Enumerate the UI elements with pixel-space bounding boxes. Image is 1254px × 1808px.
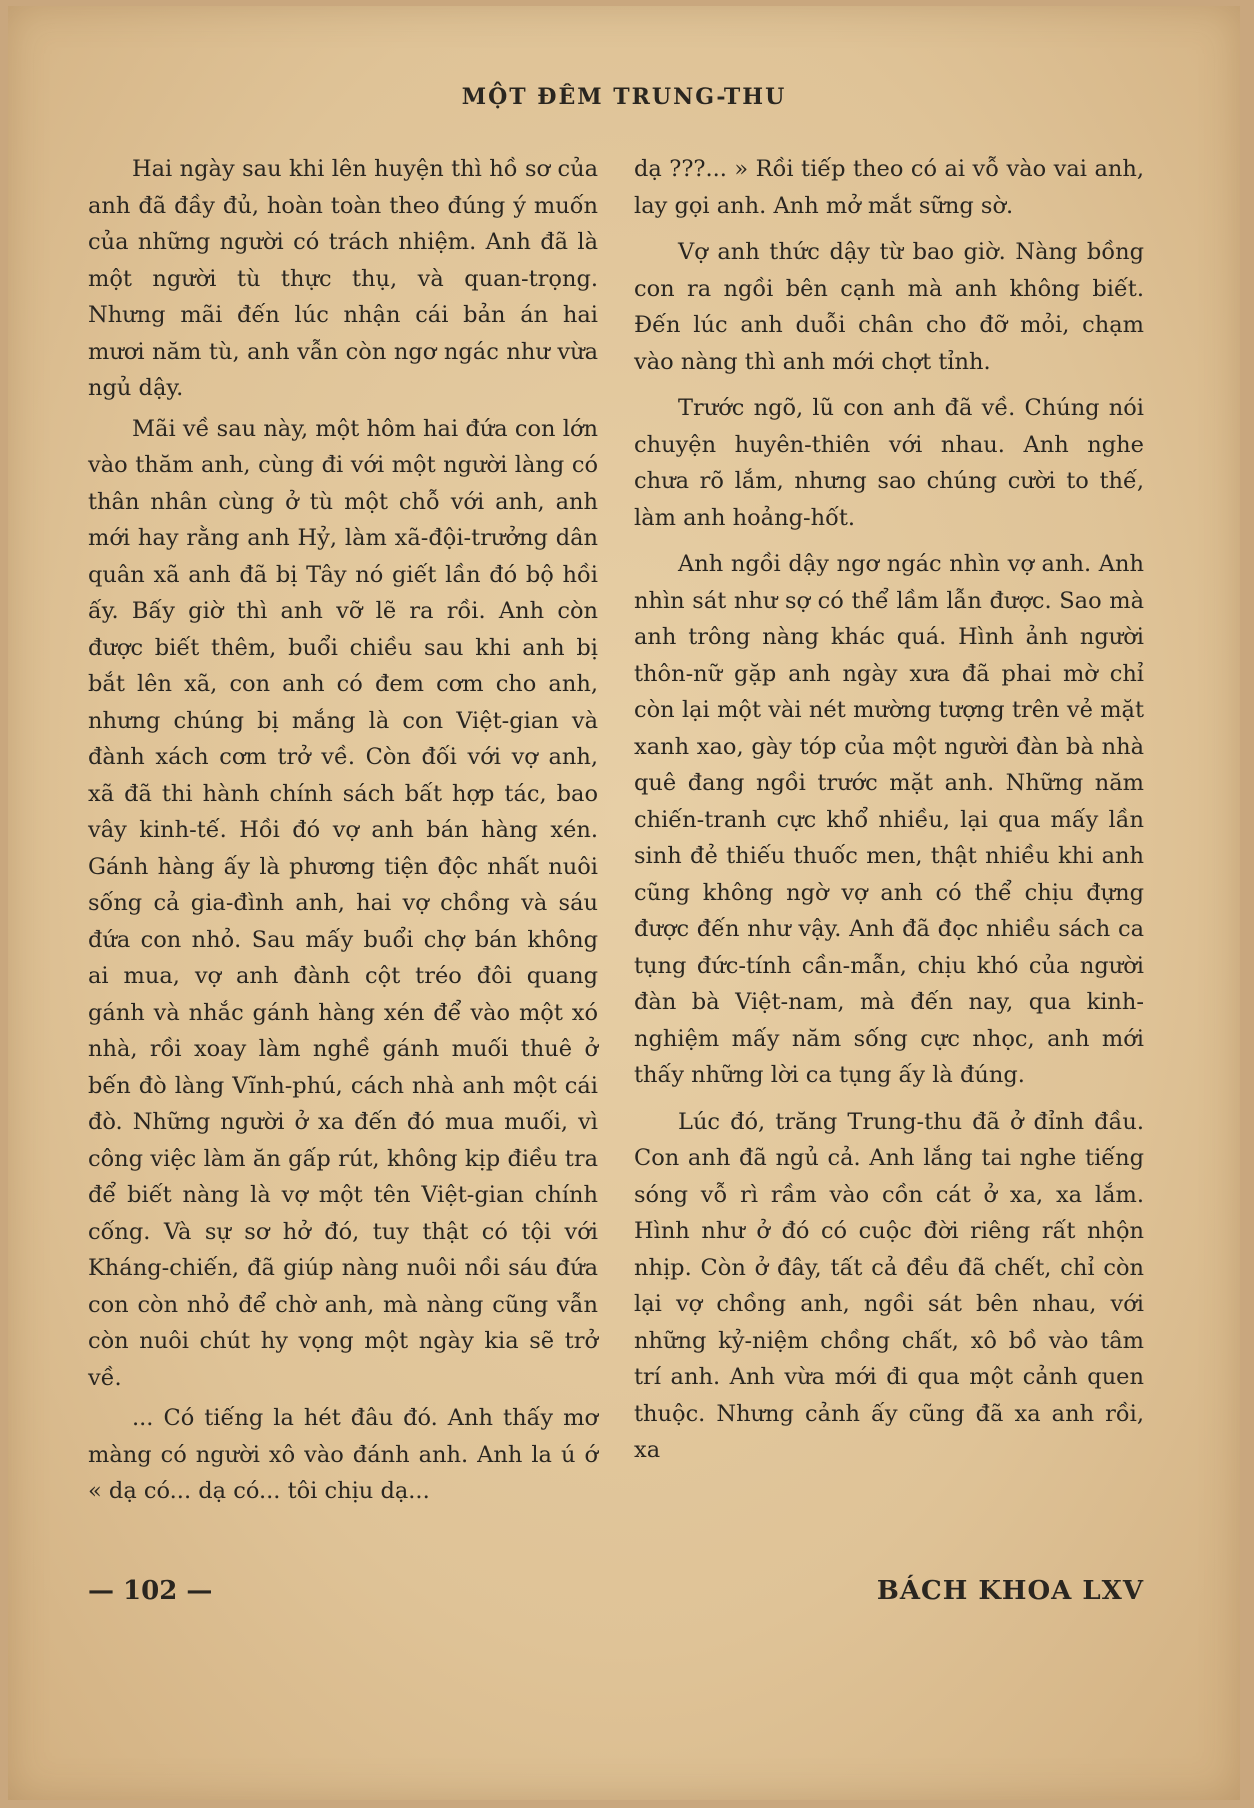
- magazine-issue: BÁCH KHOA LXV: [876, 1576, 1144, 1606]
- page-number: — 102 —: [88, 1576, 213, 1606]
- left-column: [88, 151, 598, 1514]
- right-column: [634, 151, 1144, 1473]
- paragraph: ... Có tiếng la hét đâu đó. Anh thấy mơ màng có người xô vào đánh anh. Anh la ú ớ « dạ có... dạ có... tôi chịu dạ...: [88, 1405, 598, 1504]
- running-head: MỘT ĐÊM TRUNG-THU: [461, 84, 787, 110]
- paragraph: Mãi về sau này, một hôm hai đứa con lớn vào thăm anh, cùng đi với một người làng có thân nhân cùng ở tù một chỗ với anh, anh mới hay rằng anh Hỷ, làm xã-đội-trưởng dân quân xã anh đã bị Tây nó giết lần đó bộ hồi ấy. Bấy giờ thì anh vỡ lẽ ra rồi. Anh còn được biết thêm, buổi chiều sau khi anh bị bắt lên xã, con anh có đem cơm cho anh, nhưng chúng bị mắng là con Việt-gian và đành xách cơm trở về. Còn đối với vợ anh, xã đã thi hành chính sách bất hợp tác, bao vây kinh-tế. Hồi đó vợ anh bán hàng xén. Gánh hàng ấy là phương tiện độc nhất nuôi sống cả gia-đình anh, hai vợ chồng và sáu đứa con nhỏ. Sau mấy buổi chợ bán không ai mua, vợ anh đành cột tréo đôi quang gánh và nhắc gánh hàng xén để vào một xó nhà, rồi xoay làm nghề gánh muối thuê ở bến đò làng Vĩnh-phú, cách nhà anh một cái đò. Những người ở xa đến đó mua muối, vì công việc làm ăn gấp rút, không kịp điều tra để biết nàng là vợ một tên Việt-gian chính cống. Và sự sơ hở đó, tuy thật có tội với Kháng-chiến, đã giúp nàng nuôi nồi sáu đứa con còn nhỏ để chờ anh, mà nàng cũng vẫn còn nuôi chút hy vọng một ngày kia sẽ trở về.: [88, 415, 598, 1391]
- magazine-page: [8, 6, 1240, 1800]
- paragraph: Trước ngõ, lũ con anh đã về. Chúng nói chuyện huyên-thiên với nhau. Anh nghe chưa rõ lắm, nhưng sao chúng cười to thế, làm anh hoảng-hốt.: [634, 395, 1144, 531]
- paragraph: Hai ngày sau khi lên huyện thì hồ sơ của anh đã đầy đủ, hoàn toàn theo đúng ý muốn của những người có trách nhiệm. Anh đã là một người tù thực thụ, và quan-trọng. Nhưng mãi đến lúc nhận cái bản án hai mươi năm tù, anh vẫn còn ngơ ngác như vừa ngủ dậy.: [88, 156, 598, 401]
- paragraph: dạ ???... » Rồi tiếp theo có ai vỗ vào vai anh, lay gọi anh. Anh mở mắt sững sờ.: [634, 156, 1144, 219]
- paragraph: Vợ anh thức dậy từ bao giờ. Nàng bồng con ra ngồi bên cạnh mà anh không biết. Đến lúc anh duỗi chân cho đỡ mỏi, chạm vào nàng thì anh mới chợt tỉnh.: [634, 239, 1144, 375]
- paragraph: Lúc đó, trăng Trung-thu đã ở đỉnh đầu. Con anh đã ngủ cả. Anh lắng tai nghe tiếng sóng vỗ rì rầm vào cồn cát ở xa, xa lắm. Hình như ở đó có cuộc đời riêng rất nhộn nhịp. Còn ở đây, tất cả đều đã chết, chỉ còn lại vợ chồng anh, ngồi sát bên nhau, với những kỷ-niệm chồng chất, xô bồ vào tâm trí anh. Anh vừa mới đi qua một cảnh quen thuộc. Nhưng cảnh ấy cũng đã xa anh rồi, xa: [634, 1108, 1144, 1463]
- paragraph: Anh ngồi dậy ngơ ngác nhìn vợ anh. Anh nhìn sát như sợ có thể lầm lẫn được. Sao mà anh trông nàng khác quá. Hình ảnh người thôn-nữ gặp anh ngày xưa đã phai mờ chỉ còn lại một vài nét mường tượng trên vẻ mặt xanh xao, gày tóp của một người đàn bà nhà quê đang ngồi trước mặt anh. Những năm chiến-tranh cực khổ nhiều, lại qua mấy lần sinh đẻ thiếu thuốc men, thật nhiều khi anh cũng không ngờ vợ anh có thể chịu đựng được đến như vậy. Anh đã đọc nhiều sách ca tụng đức-tính cần-mẫn, chịu khó của người đàn bà Việt-nam, mà đến nay, qua kinh-nghiệm mấy năm sống cực nhọc, anh mới thấy những lời ca tụng ấy là đúng.: [634, 551, 1144, 1088]
